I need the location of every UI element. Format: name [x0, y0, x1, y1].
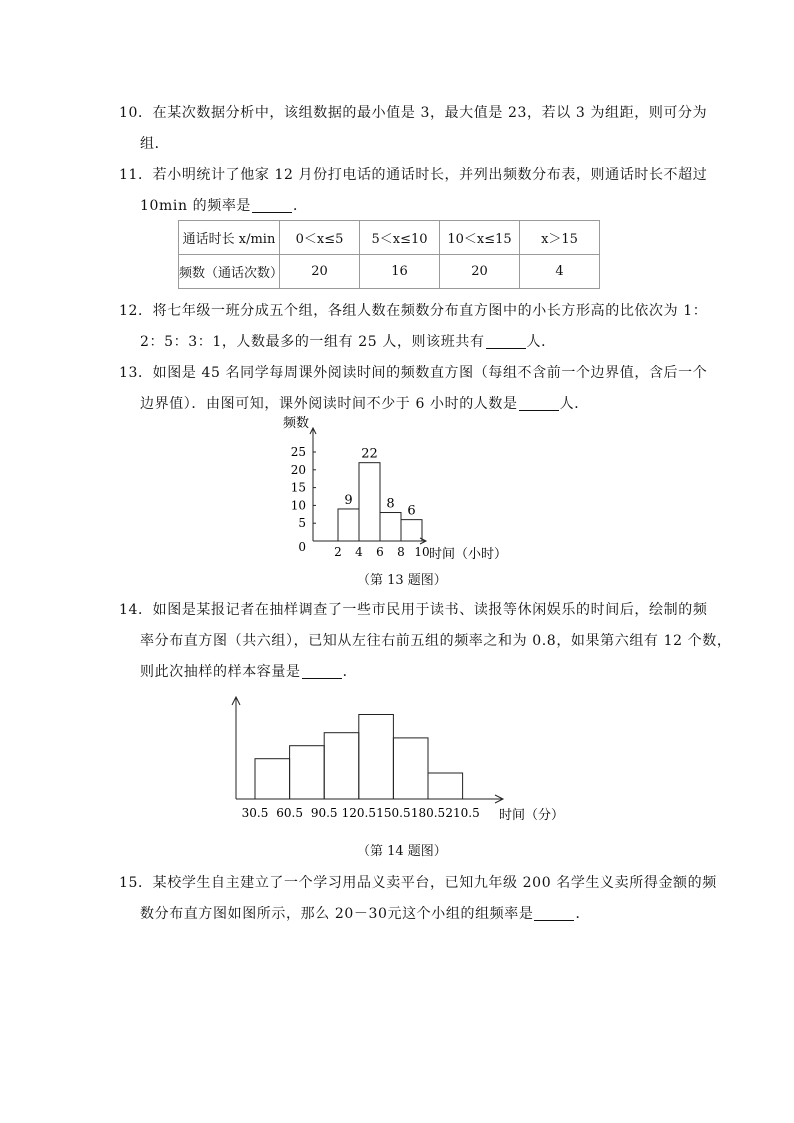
table-cell: 5＜x≤10	[360, 221, 440, 255]
q15-line2-end: ．	[575, 906, 591, 922]
y-tick-label: 10	[290, 498, 306, 513]
x-tick-label: 10	[414, 545, 430, 559]
q14-number: 14．	[119, 602, 153, 618]
bar-value-label: 8	[386, 496, 395, 512]
q15-number: 15．	[119, 875, 153, 891]
q14-line1	[119, 601, 707, 619]
answer-blank[interactable]	[302, 664, 342, 679]
q15-line1	[119, 874, 717, 892]
bar-value-label: 9	[344, 492, 353, 508]
q10-number: 10．	[119, 105, 153, 121]
q12-number: 12．	[119, 303, 153, 319]
q12-line1	[119, 302, 707, 320]
x-tick-label: 90.5	[310, 806, 338, 820]
x-tick-label: 2	[334, 545, 342, 559]
bar-value-label: 6	[407, 503, 416, 519]
table-header-row	[179, 221, 600, 255]
x-axis-label: 时间（小时）	[429, 547, 508, 562]
x-tick-label: 4	[355, 545, 363, 559]
table-cell: 频数（通话次数）	[179, 255, 280, 289]
bar-value-label: 22	[361, 446, 378, 462]
x-tick-label: 210.5	[445, 806, 480, 820]
q12-line2	[140, 333, 556, 351]
q11-text: 若小明统计了他家 12 月份打电话的通话时长，并列出频数分布表，则通话时长不超过	[152, 167, 708, 183]
q11-line1	[119, 166, 707, 184]
q11-line2-text: 10min 的频率是	[140, 198, 252, 214]
table-cell: 20	[280, 255, 360, 289]
histogram-bar	[359, 463, 380, 541]
table-row	[179, 255, 600, 289]
x-tick-label: 8	[397, 545, 405, 559]
y-axis-label: 频数	[283, 416, 310, 431]
table-cell: 10＜x≤15	[440, 221, 520, 255]
answer-blank[interactable]	[534, 906, 574, 921]
x-axis-label: 时间（分）	[499, 808, 565, 823]
x-axis-arrow	[495, 795, 503, 803]
q13-line2-end: 人．	[559, 396, 589, 412]
q10-text: 在某次数据分析中，该组数据的最小值是 3，最大值是 23，若以 3 为组距，则可分为	[152, 105, 708, 121]
x-tick-label: 180.5	[410, 806, 446, 820]
q14-line2: 率分布直方图（共六组），已知从左往右前五组的频率之和为 0.8，如果第六组有 12 个数，	[140, 633, 732, 649]
y-tick-label: 15	[290, 480, 306, 495]
q12-text: 将七年级一班分成五个组，各组人数在频数分布直方图中的小长方形高的比依次为 1：	[152, 303, 708, 319]
q14-line3-end: ．	[342, 664, 358, 680]
table-cell: 20	[440, 255, 520, 289]
table-cell: x＞15	[520, 221, 600, 255]
frequency-table	[178, 220, 600, 289]
table-cell: 4	[520, 255, 600, 289]
q10-line1	[119, 104, 707, 122]
q14-caption: （第 14 题图）	[357, 844, 447, 859]
q13-text: 如图是 45 名同学每周课外阅读时间的频数直方图（每组不含前一个边界值，含后一个	[152, 365, 708, 381]
q14-line3	[140, 663, 357, 681]
histogram-bar	[401, 520, 422, 541]
q10-line2: 组．	[140, 136, 170, 152]
histogram-bar	[359, 715, 394, 800]
q13-line1	[119, 364, 707, 382]
answer-blank[interactable]	[486, 334, 526, 349]
histogram-bar	[290, 746, 325, 799]
q11-line2-end: ．	[293, 198, 308, 214]
x-tick-label: 120.5	[341, 806, 376, 820]
q14-text: 如图是某报记者在抽样调查了一些市民用于读书、读报等休闲娱乐的时间后，绘制的频	[152, 602, 708, 618]
q14-line3-text: 则此次抽样的样本容量是	[140, 664, 301, 680]
q13-number: 13．	[119, 365, 153, 381]
x-tick-label: 30.5	[241, 806, 269, 820]
q15-line2-text: 数分布直方图如图所示，那么 20－30元这个小组的组频率是	[140, 906, 534, 922]
q12-line2-end: 人．	[526, 334, 556, 350]
histogram-bar	[255, 759, 290, 799]
x-tick-label: 6	[376, 545, 384, 559]
histogram-bar	[380, 513, 401, 541]
answer-blank[interactable]	[519, 396, 559, 411]
y-tick-label: 20	[290, 462, 306, 477]
x-axis-arrow	[420, 538, 426, 544]
histogram-bar	[324, 733, 359, 799]
x-tick-label: 60.5	[276, 806, 303, 820]
x-tick-label: 150.5	[376, 806, 411, 820]
q13-caption: （第 13 题图）	[357, 573, 447, 588]
y-axis-arrow	[232, 697, 240, 705]
q15-line2	[140, 905, 590, 923]
q15-text: 某校学生自主建立了一个学习用品义卖平台，已知九年级 200 名学生义卖所得金额的频	[152, 875, 717, 891]
histogram-bar	[338, 509, 359, 541]
q13-line2	[140, 395, 589, 413]
q11-line2	[140, 197, 308, 215]
answer-blank[interactable]	[252, 198, 292, 213]
y-axis-arrow	[310, 428, 316, 434]
table-cell: 通话时长 x/min	[179, 221, 280, 255]
histogram-bar	[393, 738, 428, 799]
q13-line2-text: 边界值）．由图可知，课外阅读时间不少于 6 小时的人数是	[140, 396, 518, 412]
q12-line2-text: 2：5：3：1，人数最多的一组有 25 人，则该班共有	[140, 334, 485, 350]
q11-number: 11．	[119, 167, 153, 183]
y-tick-label: 5	[298, 516, 306, 531]
y-tick-label: 25	[290, 445, 306, 459]
table-cell: 16	[360, 255, 440, 289]
y-tick-label: 0	[298, 540, 306, 554]
histogram-bar	[428, 773, 463, 799]
table-cell: 0＜x≤5	[280, 221, 360, 255]
